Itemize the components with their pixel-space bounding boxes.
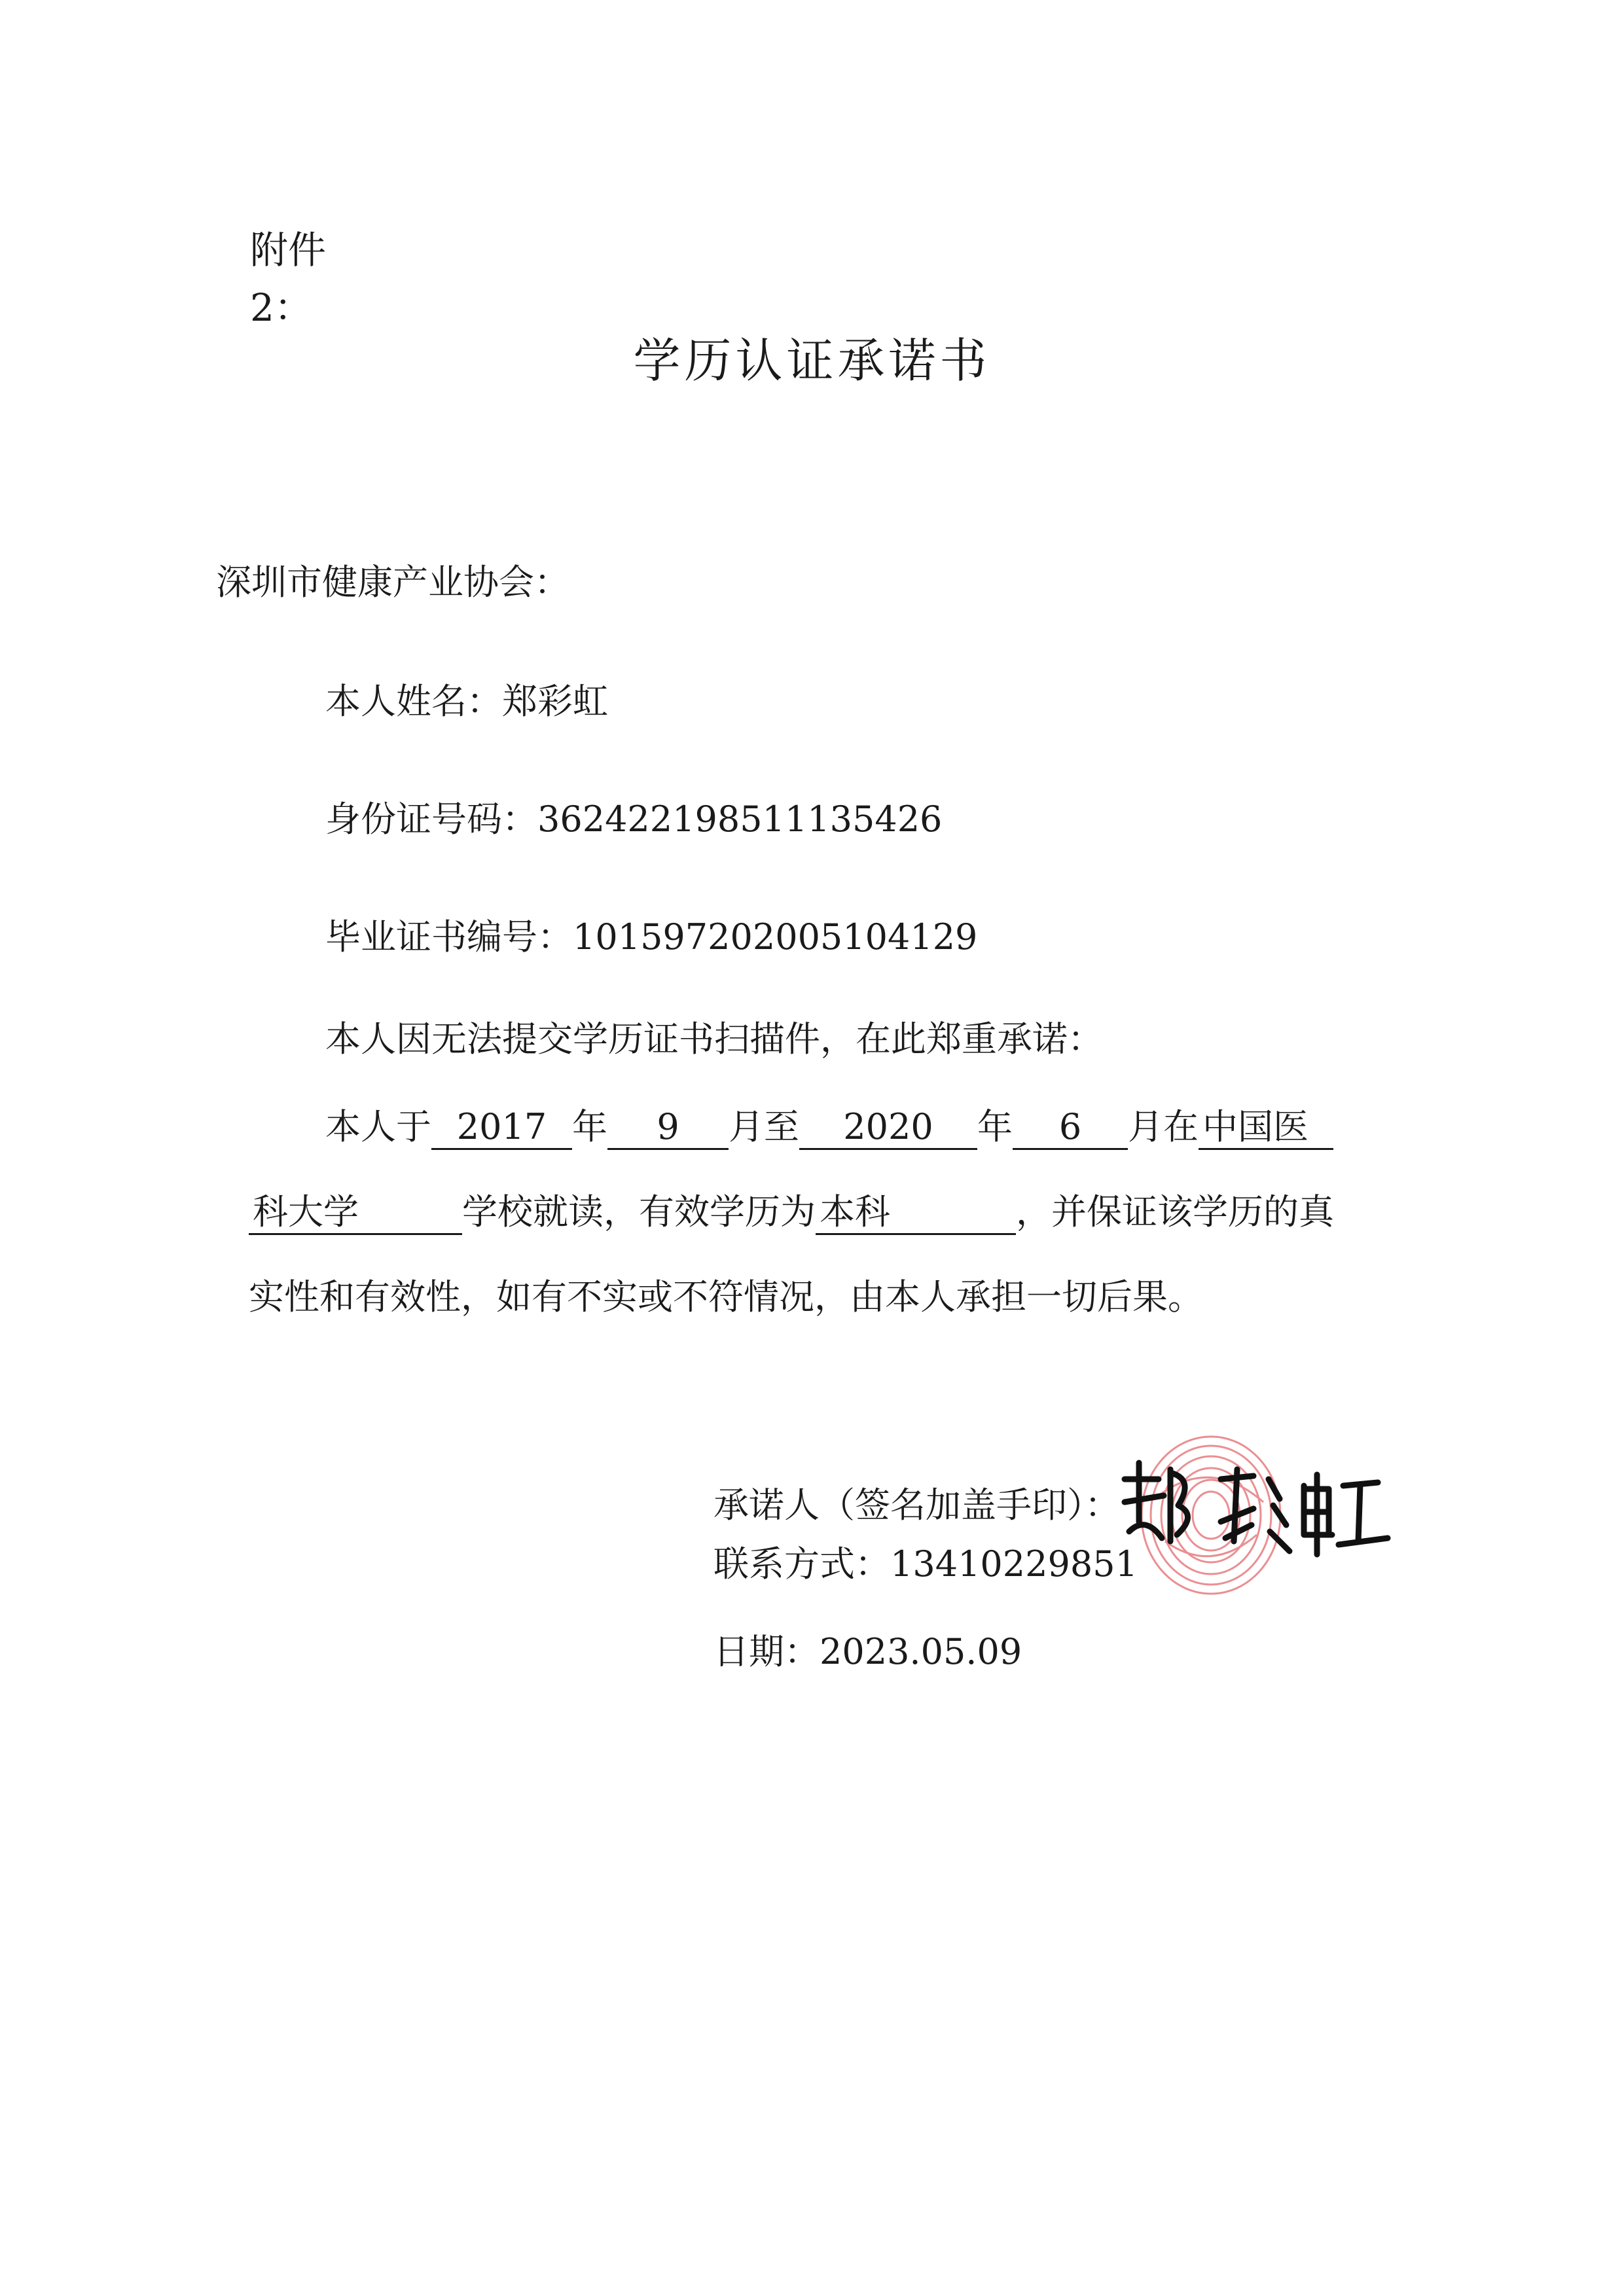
attachment-label — [250, 221, 326, 336]
signatory-label: 承诺人（签名加盖手印）： — [713, 1484, 1120, 1526]
degree-field: 本科 — [816, 1193, 1016, 1235]
certificate-number-value: 101597202005104129 — [573, 916, 978, 958]
end-month-field: 6 — [1013, 1107, 1128, 1150]
school-field-part1: 中国医 — [1199, 1107, 1333, 1150]
end-year-field: 2020 — [799, 1107, 977, 1150]
month-at-text: 月在 — [1128, 1106, 1199, 1147]
statement-line-1 — [325, 1106, 1333, 1150]
name-label: 本人姓名： — [325, 681, 502, 722]
name-row — [325, 681, 608, 723]
certificate-number-label: 毕业证书编号： — [325, 916, 573, 958]
attachment-label-line2: 2： — [250, 285, 312, 330]
contact-row — [713, 1543, 1138, 1585]
study-text: 学校就读，有效学历为 — [462, 1191, 816, 1232]
fingerprint-mark — [1142, 1437, 1280, 1594]
statement-line-3: 实性和有效性，如有不实或不符情况，由本人承担一切后果。 — [249, 1276, 1203, 1318]
date-row — [713, 1631, 1022, 1673]
id-number-row — [325, 798, 942, 840]
salutation: 深圳市健康产业协会： — [216, 562, 569, 603]
attachment-label-line1: 附件 — [250, 228, 327, 272]
document-title: 学历认证承诺书 — [633, 333, 991, 388]
name-value: 郑彩虹 — [502, 681, 608, 722]
statement-prefix: 本人于 — [325, 1106, 431, 1147]
id-number-label: 身份证号码： — [325, 798, 537, 840]
statement-line-2 — [249, 1191, 1334, 1235]
signature-with-fingerprint — [1113, 1417, 1394, 1607]
year-word-1: 年 — [572, 1106, 607, 1147]
school-field-part2: 科大学 — [249, 1193, 462, 1235]
date-value: 2023.05.09 — [820, 1631, 1022, 1672]
contact-value: 13410229851 — [890, 1543, 1138, 1585]
id-number-value: 362422198511135426 — [537, 798, 943, 840]
year-word-2: 年 — [977, 1106, 1013, 1147]
certificate-number-row — [325, 916, 977, 958]
start-year-field: 2017 — [431, 1107, 572, 1150]
date-label: 日期： — [713, 1631, 820, 1672]
guarantee-text: ，并保证该学历的真 — [1016, 1191, 1334, 1232]
contact-label: 联系方式： — [713, 1543, 890, 1585]
promise-intro: 本人因无法提交学历证书扫描件，在此郑重承诺： — [325, 1018, 1103, 1060]
start-month-field: 9 — [607, 1107, 729, 1150]
month-to-text: 月至 — [729, 1106, 799, 1147]
